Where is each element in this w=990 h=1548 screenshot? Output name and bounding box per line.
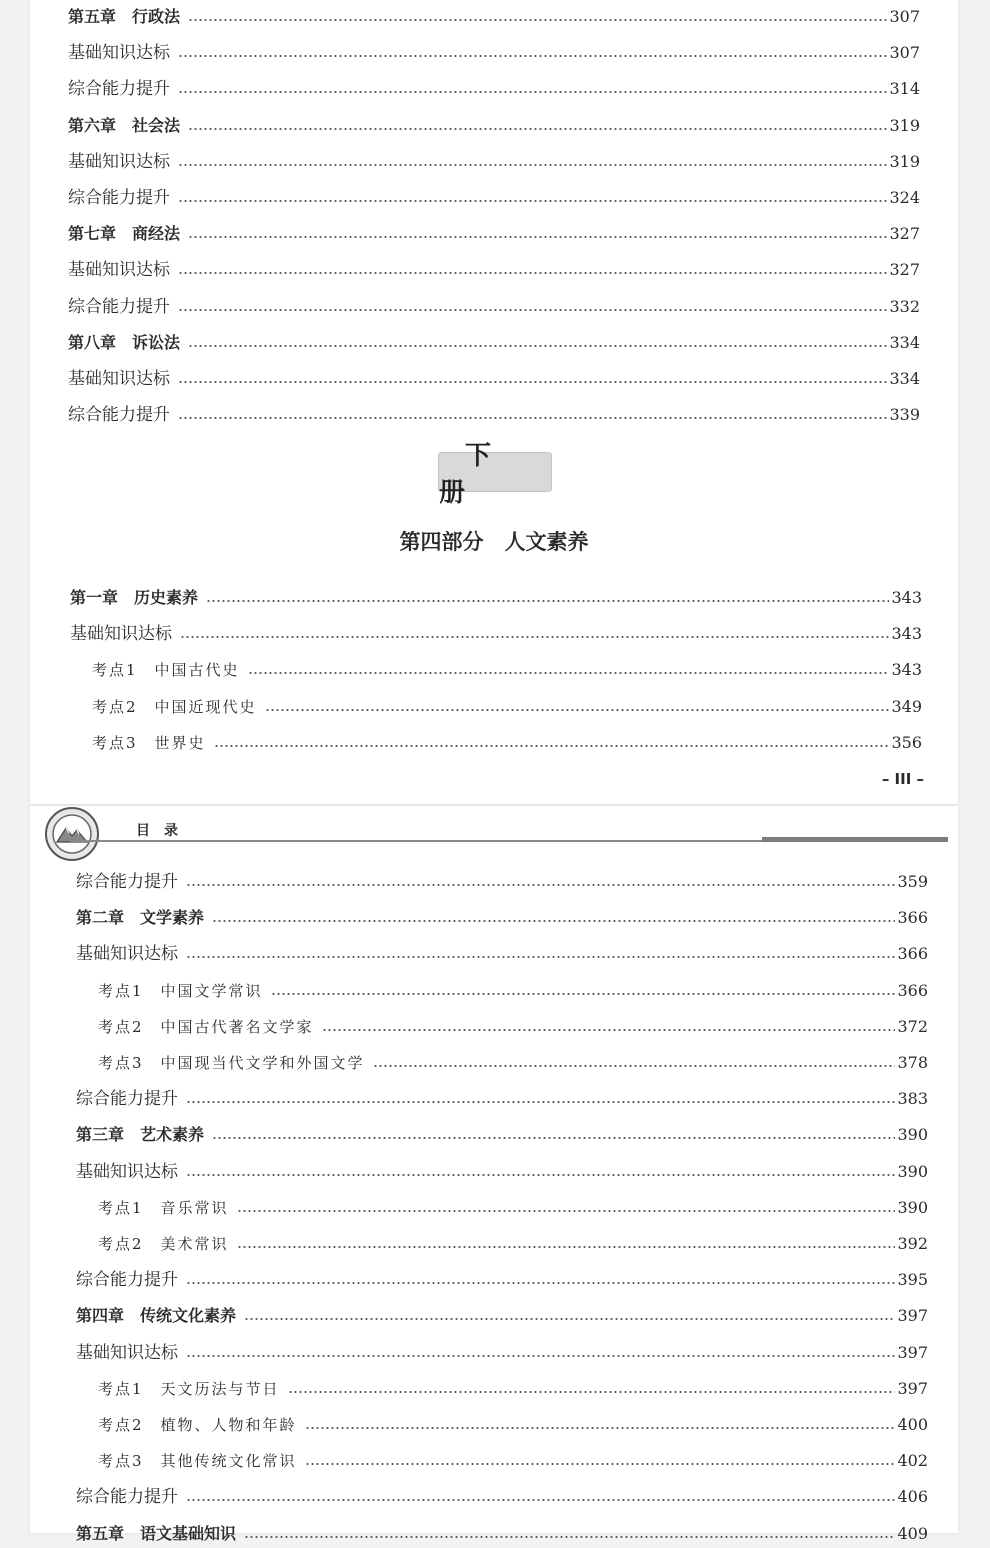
toc-entry-label: 第八章 诉讼法 (68, 332, 181, 352)
toc-entry-label: 基础知识达标 (68, 151, 170, 172)
toc-entry-page: 397 (897, 1378, 928, 1398)
toc-entry-page: 334 (889, 332, 920, 352)
dot-leader (188, 128, 887, 130)
toc-entry-page: 397 (897, 1342, 928, 1362)
toc-entry[interactable] (70, 584, 922, 612)
dot-leader (186, 1355, 895, 1357)
toc-entry[interactable] (68, 401, 920, 429)
toc-entry[interactable] (68, 220, 920, 248)
toc-entry-label: 考点2 中国近现代史 (92, 697, 257, 716)
toc-entry-page: 349 (891, 696, 922, 716)
toc-entry-page: 378 (897, 1053, 928, 1072)
dot-leader (271, 993, 896, 995)
toc-entry[interactable] (76, 1302, 928, 1330)
dot-leader (244, 1318, 895, 1320)
toc-entry-page: 366 (897, 944, 928, 964)
toc-entry-page: 406 (897, 1487, 928, 1507)
toc-entry-page: 307 (889, 7, 920, 26)
toc-entry-label: 基础知识达标 (68, 260, 170, 281)
toc-entry[interactable] (98, 1375, 928, 1403)
toc-entry-page: 397 (897, 1306, 928, 1326)
toc-page-lower (30, 806, 958, 1543)
dot-leader (305, 1463, 896, 1465)
toc-entry[interactable] (92, 656, 922, 684)
toc-entry[interactable] (70, 620, 922, 648)
toc-entry[interactable] (98, 1411, 928, 1439)
dot-leader (186, 1101, 895, 1103)
toc-entry[interactable] (98, 1013, 928, 1041)
toc-entry[interactable] (68, 112, 920, 140)
publisher-logo-icon (44, 806, 100, 862)
toc-entry[interactable] (76, 1520, 928, 1548)
toc-entry-label: 考点3 中国现当代文学和外国文学 (98, 1054, 365, 1072)
dot-leader (178, 164, 887, 166)
toc-entry-label: 考点1 音乐常识 (98, 1198, 229, 1217)
dot-leader (265, 709, 890, 711)
toc-entry[interactable] (76, 1339, 928, 1367)
toc-entry-label: 基础知识达标 (76, 1161, 178, 1182)
toc-entry[interactable] (92, 693, 922, 721)
toc-entry-label: 基础知识达标 (76, 1342, 178, 1363)
toc-entry-page: 343 (891, 624, 922, 644)
toc-entry-page: 319 (889, 115, 920, 135)
header-rule-accent (762, 837, 948, 842)
toc-entry[interactable] (98, 977, 928, 1005)
toc-entry-page: 390 (897, 1161, 928, 1181)
toc-entry-page: 327 (889, 224, 920, 244)
toc-entry[interactable] (76, 904, 928, 932)
dot-leader (288, 1391, 896, 1393)
dot-leader (214, 745, 890, 747)
part-title: 第四部分 人文素养 (399, 530, 589, 554)
toc-entry-page: 395 (897, 1270, 928, 1290)
dot-leader (305, 1427, 896, 1429)
toc-entry-label: 考点2 植物、人物和年龄 (98, 1416, 297, 1434)
toc-entry-label: 综合能力提升 (68, 79, 170, 100)
dot-leader (178, 381, 887, 383)
toc-entry-label: 基础知识达标 (68, 43, 170, 64)
toc-entry-label: 第七章 商经法 (68, 224, 181, 244)
toc-entry[interactable] (98, 1230, 928, 1258)
toc-entry[interactable] (68, 293, 920, 321)
toc-entry-label: 基础知识达标 (70, 624, 172, 645)
toc-entry[interactable] (76, 868, 928, 896)
dot-leader (180, 636, 889, 638)
toc-entry-page: 390 (897, 1197, 928, 1217)
toc-entry[interactable] (98, 1194, 928, 1222)
dot-leader (178, 200, 887, 202)
dot-leader (237, 1246, 896, 1248)
toc-entry-page: 314 (889, 79, 920, 99)
toc-entry-label: 第五章 语文基础知识 (76, 1523, 237, 1543)
dot-leader (188, 19, 887, 21)
toc-entry[interactable] (76, 1085, 928, 1113)
dot-leader (178, 417, 887, 419)
dot-leader (186, 1282, 895, 1284)
toc-entry-label: 综合能力提升 (76, 1487, 178, 1508)
dot-leader (186, 1174, 895, 1176)
dot-leader (212, 920, 895, 922)
volume-label: 下册 (438, 452, 552, 492)
toc-entry[interactable] (76, 940, 928, 968)
dot-leader (188, 345, 887, 347)
toc-entry-page: 343 (891, 660, 922, 680)
toc-entry-page: 402 (897, 1451, 928, 1471)
dot-leader (178, 272, 887, 274)
dot-leader (186, 956, 895, 958)
header-title: 目录 (136, 823, 192, 839)
toc-page-upper (30, 0, 958, 804)
toc-entry-page: 319 (889, 151, 920, 171)
toc-entry[interactable] (68, 256, 920, 284)
toc-entry-label: 考点3 其他传统文化常识 (98, 1452, 297, 1471)
toc-entry-page: 359 (897, 872, 928, 891)
toc-entry-label: 综合能力提升 (68, 188, 170, 208)
toc-entry-page: 356 (891, 732, 922, 752)
toc-entry[interactable] (68, 148, 920, 176)
toc-entry[interactable] (98, 1447, 928, 1475)
toc-entry-label: 第一章 历史素养 (70, 588, 199, 607)
toc-entry[interactable] (68, 365, 920, 393)
page-number: – III – (881, 770, 924, 788)
toc-entry-label: 考点1 天文历法与节日 (98, 1379, 280, 1398)
toc-entry-page: 366 (897, 980, 928, 1000)
dot-leader (188, 236, 887, 238)
dot-leader (244, 1536, 895, 1538)
toc-entry-page: 390 (897, 1125, 928, 1145)
toc-entry[interactable] (76, 1121, 928, 1149)
toc-entry-label: 综合能力提升 (76, 1270, 178, 1291)
toc-entry-label: 综合能力提升 (76, 872, 178, 892)
toc-entry-label: 第五章 行政法 (68, 7, 181, 26)
toc-entry-label: 综合能力提升 (68, 296, 170, 317)
toc-entry-page: 334 (889, 369, 920, 388)
toc-entry[interactable] (92, 729, 922, 757)
toc-entry-page: 307 (889, 43, 920, 63)
toc-entry-page: 409 (897, 1523, 928, 1543)
dot-leader (186, 884, 895, 886)
toc-entry[interactable] (68, 39, 920, 67)
toc-entry-page: 372 (897, 1016, 928, 1036)
toc-entry-page: 332 (889, 296, 920, 316)
toc-entry-label: 第二章 文学素养 (76, 908, 205, 928)
toc-entry-label: 第三章 艺术素养 (76, 1125, 205, 1145)
toc-entry-label: 考点1 中国文学常识 (98, 981, 263, 1000)
dot-leader (178, 55, 887, 57)
dot-leader (178, 91, 887, 93)
dot-leader (206, 600, 889, 602)
toc-entry-label: 考点3 世界史 (92, 733, 206, 752)
toc-entry-page: 366 (897, 908, 928, 928)
toc-entry-page: 327 (889, 260, 920, 280)
toc-entry-label: 基础知识达标 (68, 369, 170, 389)
toc-entry-page: 343 (891, 588, 922, 607)
dot-leader (237, 1210, 896, 1212)
dot-leader (248, 672, 890, 674)
toc-entry[interactable] (76, 1266, 928, 1294)
toc-entry-label: 考点1 中国古代史 (92, 661, 240, 680)
toc-entry[interactable] (68, 329, 920, 357)
toc-entry[interactable] (76, 1158, 928, 1186)
toc-entry[interactable] (68, 75, 920, 103)
toc-entry-label: 考点2 中国古代著名文学家 (98, 1017, 314, 1036)
dot-leader (178, 309, 887, 311)
dot-leader (186, 1499, 895, 1501)
toc-entry[interactable] (68, 184, 920, 212)
toc-entry-label: 第四章 传统文化素养 (76, 1306, 237, 1326)
toc-entry-page: 324 (889, 188, 920, 207)
toc-entry-page: 339 (889, 405, 920, 425)
toc-entry[interactable] (76, 1483, 928, 1511)
toc-entry-page: 400 (897, 1415, 928, 1434)
toc-entry-label: 基础知识达标 (76, 944, 178, 965)
toc-entry[interactable] (98, 1049, 928, 1077)
toc-entry-page: 392 (897, 1234, 928, 1253)
toc-entry-label: 考点2 美术常识 (98, 1235, 229, 1253)
toc-entry-label: 综合能力提升 (76, 1089, 178, 1110)
dot-leader (322, 1029, 896, 1031)
dot-leader (373, 1065, 896, 1067)
toc-entry-page: 383 (897, 1089, 928, 1109)
toc-entry[interactable] (68, 3, 920, 31)
dot-leader (212, 1137, 895, 1139)
toc-entry-label: 第六章 社会法 (68, 115, 181, 135)
toc-entry-label: 综合能力提升 (68, 405, 170, 426)
